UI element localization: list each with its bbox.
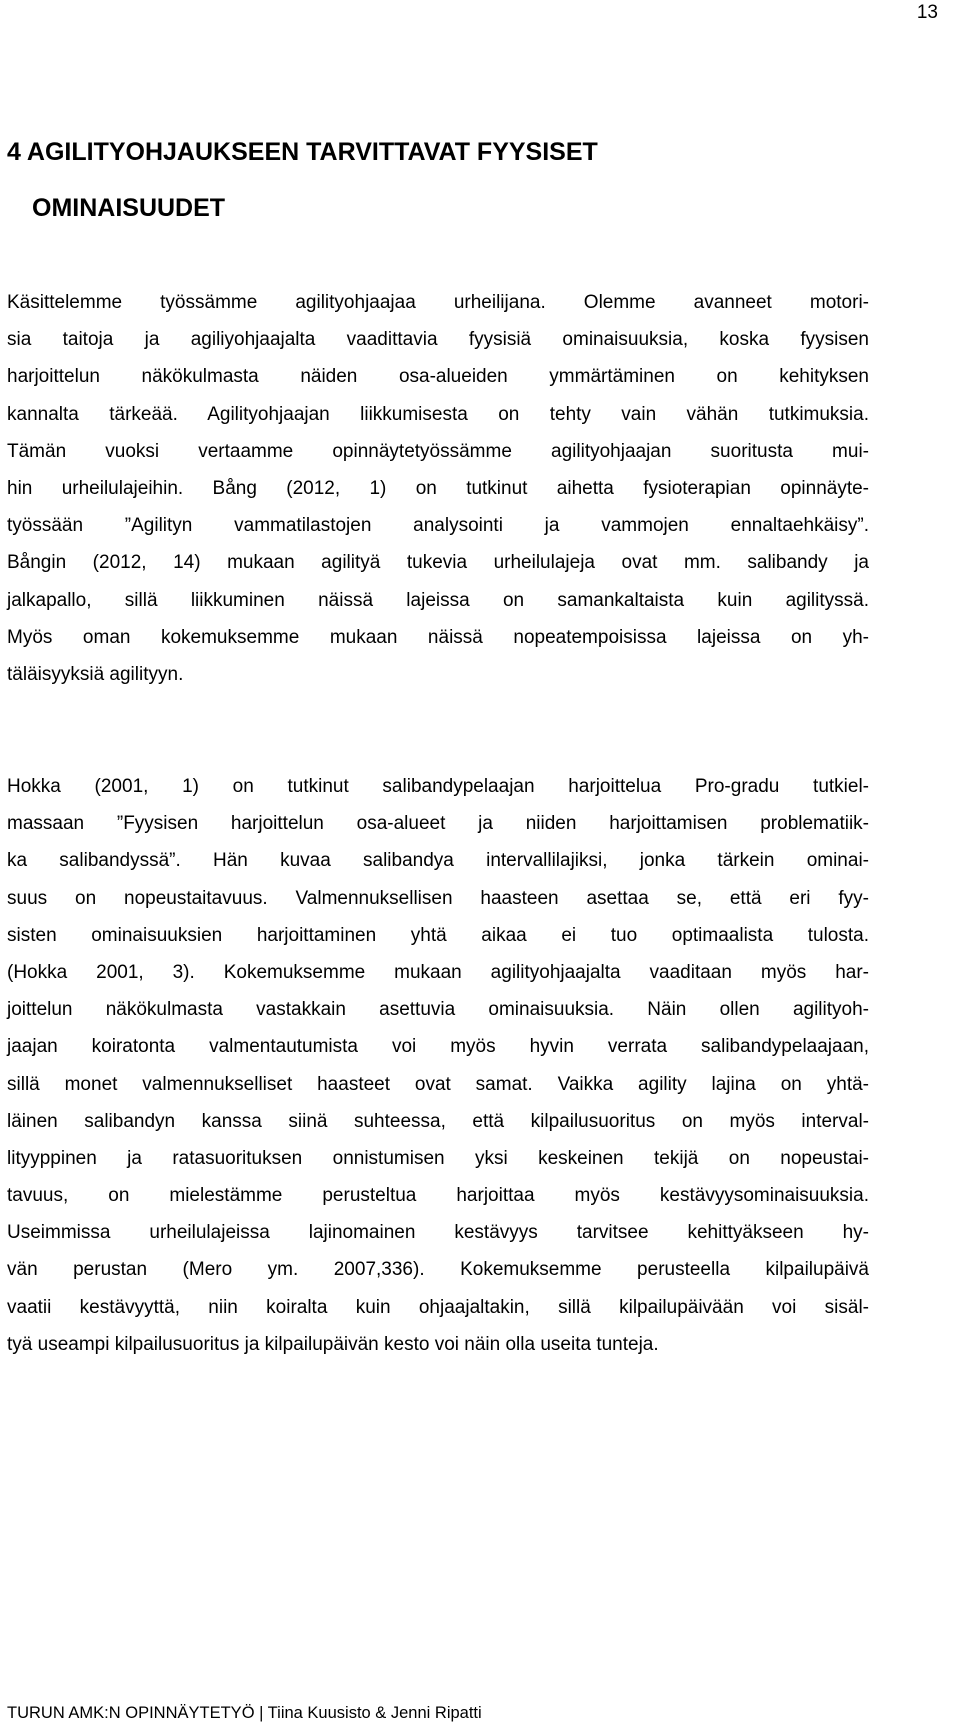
paragraph-line: Tämän vuoksi vertaamme opinnäytetyössämme agilityohjaajan suoritusta mui- bbox=[7, 440, 869, 462]
paragraph-line: kannalta tärkeää. Agilityohjaajan liikkumisesta on tehty vain vähän tutkimuksia. bbox=[7, 403, 869, 425]
paragraph-line: tyä useampi kilpailusuoritus ja kilpailupäivän kesto voi näin olla useita tunteja. bbox=[7, 1333, 659, 1355]
chapter-heading-line-2: OMINAISUUDET bbox=[32, 194, 226, 222]
paragraph-line: joittelun näkökulmasta vastakkain asettuvia ominaisuuksia. Näin ollen agilityoh- bbox=[7, 999, 869, 1021]
paragraph-1 bbox=[7, 284, 869, 693]
paragraph-line: Käsittelemme työssämme agilityohjaajaa urheilijana. Olemme avanneet motori- bbox=[7, 292, 869, 313]
paragraph-line: täläisyyksiä agilityyn. bbox=[7, 663, 184, 685]
paragraph-line: vaatii kestävyyttä, niin koiralta kuin ohjaajaltakin, sillä kilpailupäivään voi sisäl- bbox=[7, 1296, 869, 1318]
paragraph-line: tavuus, on mielestämme perusteltua harjoittaa myös kestävyysominaisuuksia. bbox=[7, 1185, 869, 1207]
paragraph-line: Hokka (2001, 1) on tutkinut salibandypelaajan harjoittelua Pro-gradu tutkiel- bbox=[7, 776, 869, 797]
paragraph-line: vän perustan (Mero ym. 2007,336). Kokemuksemme perusteella kilpailupäivä bbox=[7, 1259, 869, 1281]
paragraph-line: ka salibandyssä”. Hän kuvaa salibandya intervallilajiksi, jonka tärkein ominai- bbox=[7, 850, 869, 872]
paragraph-line: harjoittelun näkökulmasta näiden osa-alueiden ymmärtäminen on kehityksen bbox=[7, 366, 869, 388]
paragraph-line: sillä monet valmennukselliset haasteet ovat samat. Vaikka agility lajina on yhtä- bbox=[7, 1073, 869, 1095]
paragraph-line: lityyppinen ja ratasuorituksen onnistumisen yksi keskeinen tekijä on nopeustai- bbox=[7, 1147, 869, 1169]
paragraph-line: hin urheilulajeihin. Bång (2012, 1) on tutkinut aihetta fysioterapian opinnäyte- bbox=[7, 477, 869, 499]
paragraph-line: (Hokka 2001, 3). Kokemuksemme mukaan agilityohjaajalta vaaditaan myös har- bbox=[7, 961, 869, 983]
paragraph-line: Useimmissa urheilulajeissa lajinomainen kestävyys tarvitsee kehittyäkseen hy- bbox=[7, 1222, 869, 1244]
page-footer: TURUN AMK:N OPINNÄYTETYÖ | Tiina Kuusisto & Jenni Ripatti bbox=[7, 1704, 482, 1722]
paragraph-line: läinen salibandyn kanssa siinä suhteessa, että kilpailusuoritus on myös interval- bbox=[7, 1110, 869, 1132]
page-number: 13 bbox=[916, 2, 938, 23]
chapter-heading-line-1: 4 AGILITYOHJAUKSEEN TARVITTAVAT FYYSISET bbox=[7, 138, 598, 166]
paragraph-line: sisten ominaisuuksien harjoittaminen yhtä aikaa ei tuo optimaalista tulosta. bbox=[7, 924, 869, 946]
chapter-heading bbox=[7, 124, 867, 236]
paragraph-line: työssään ”Agilityn vammatilastojen analysointi ja vammojen ennaltaehkäisy”. bbox=[7, 515, 869, 537]
paragraph-line: jaajan koiratonta valmentautumista voi myös hyvin verrata salibandypelaajaan, bbox=[7, 1036, 869, 1058]
paragraph-line: Myös oman kokemuksemme mukaan näissä nopeatempoisissa lajeissa on yh- bbox=[7, 626, 869, 648]
paragraph-line: Bångin (2012, 14) mukaan agilityä tukevia urheilulajeja ovat mm. salibandy ja bbox=[7, 552, 869, 574]
paragraph-2 bbox=[7, 768, 869, 1363]
paragraph-line: jalkapallo, sillä liikkuminen näissä lajeissa on samankaltaista kuin agilityssä. bbox=[7, 589, 869, 611]
paragraph-line: sia taitoja ja agiliyohjaajalta vaadittavia fyysisiä ominaisuuksia, koska fyysisen bbox=[7, 329, 869, 351]
paragraph-line: massaan ”Fyysisen harjoittelun osa-alueet ja niiden harjoittamisen problematiik- bbox=[7, 813, 869, 835]
paragraph-line: suus on nopeustaitavuus. Valmennuksellisen haasteen asettaa se, että eri fyy- bbox=[7, 887, 869, 909]
